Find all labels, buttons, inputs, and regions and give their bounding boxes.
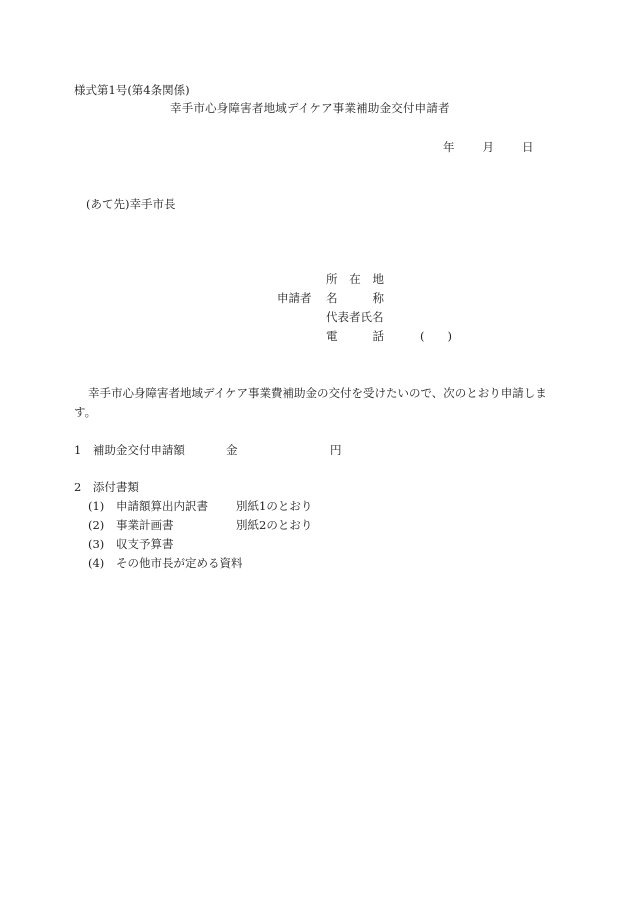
form-number: 様式第1号(第4条関係) (74, 83, 190, 97)
applicant-name-row (326, 292, 384, 306)
addressee: (あて先)幸手市長 (86, 197, 176, 211)
item-2-attachments (74, 481, 139, 495)
item-1-number: 1 (74, 443, 82, 457)
attachment-item: (1) 申請額算出内訳書 別紙1のとおり (88, 499, 313, 513)
date-line (443, 141, 534, 155)
phone-parentheses: ( ) (420, 329, 452, 343)
amount-prefix: 金 (226, 443, 238, 457)
applicant-representative-row (326, 311, 384, 325)
form-title: 幸手市心身障害者地域デイケア事業補助金交付申請者 (170, 101, 450, 115)
applicant-phone-row (326, 330, 452, 344)
date-month: 月 (482, 140, 494, 154)
item-2-label: 添付書類 (92, 480, 139, 494)
attachment-item: (3) 収支予算書 (88, 537, 174, 551)
representative-label: 代表者氏名 (326, 310, 384, 324)
applicant-address-row (326, 273, 384, 287)
item-1-label: 補助金交付申請額 (92, 443, 185, 457)
date-day: 日 (522, 140, 534, 154)
applicant-label: 申請者 (277, 291, 312, 305)
address-label: 所 在 地 (326, 272, 384, 286)
item-1-subsidy-amount (74, 443, 342, 458)
attachment-item: (4) その他市長が定める資料 (88, 556, 243, 570)
name-label: 名 称 (326, 291, 384, 305)
phone-label: 電 話 (326, 329, 384, 343)
item-2-number: 2 (74, 480, 82, 494)
attachment-item: (2) 事業計画書 別紙2のとおり (88, 518, 313, 532)
amount-unit: 円 (330, 443, 342, 457)
application-statement: 幸手市心身障害者地域デイケア事業費補助金の交付を受けたいので、次のとおり申請します。 (74, 386, 547, 419)
date-year: 年 (443, 140, 455, 154)
